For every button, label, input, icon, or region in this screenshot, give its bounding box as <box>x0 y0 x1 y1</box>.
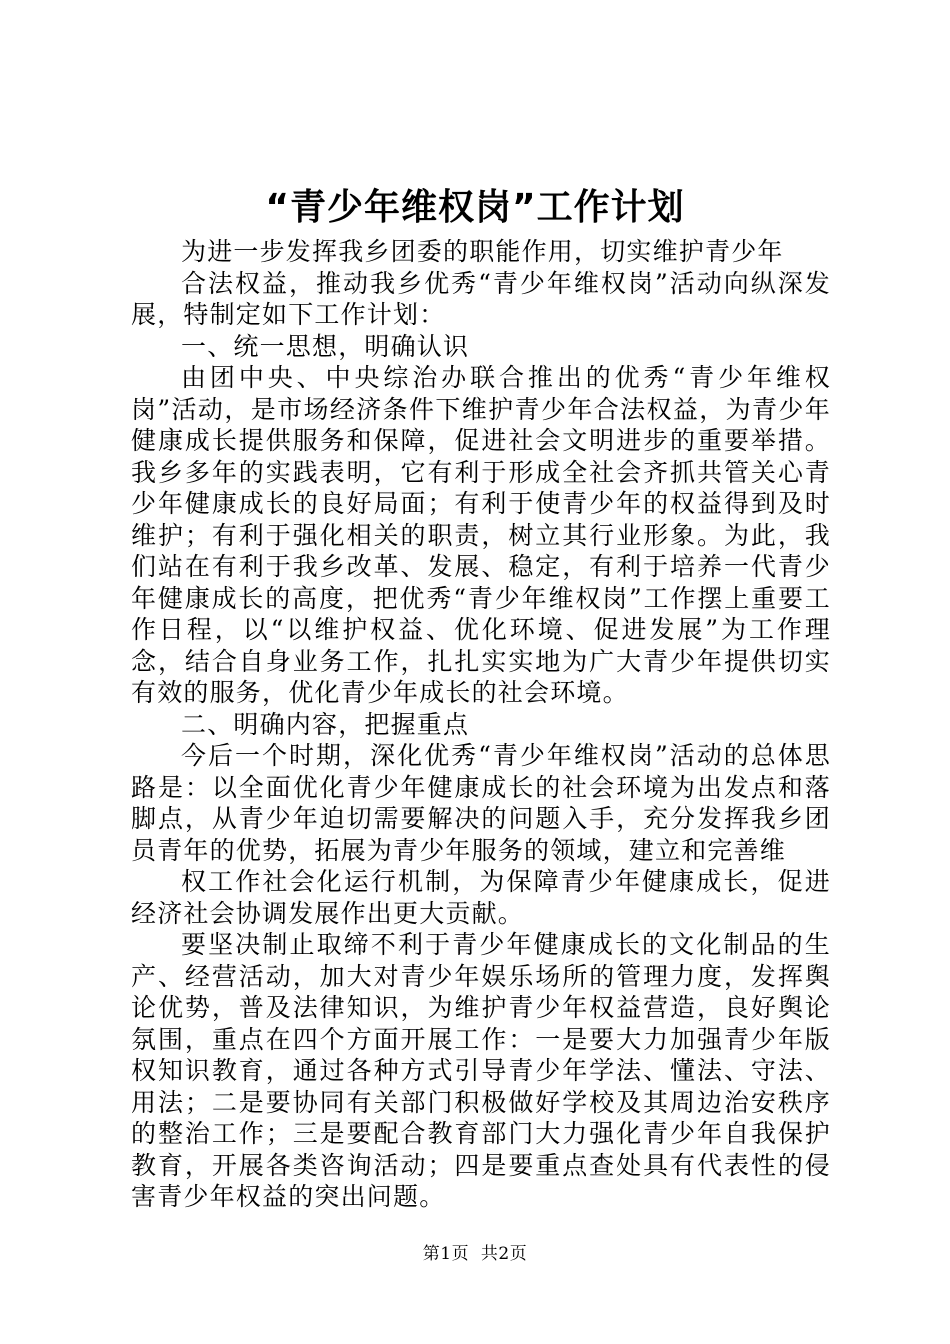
paragraph-intro-cont: 合法权益，推动我乡优秀“青少年维权岗”活动向纵深发展，特制定如下工作计划： <box>131 268 831 329</box>
section-heading-2: 二、明确内容，把握重点 <box>181 709 470 739</box>
document-body <box>131 236 831 1213</box>
paragraph-intro: 为进一步发挥我乡团委的职能作用，切实维护青少年 <box>181 237 784 266</box>
paragraph-section-1: 由团中央、中央综治办联合推出的优秀“青少年维权岗”活动，是市场经济条件下维护青少年合法权益，为青少年健康成长提供服务和保障，促进社会文明进步的重要举措。我乡多年的实践表明，它有利于形成全社会齐抓共管关心青少年健康成长的良好局面；有利于使青少年的权益得到及时维护；有利于强化相关的职责，树立其行业形象。为此，我们站在有利于我乡改革、发展、稳定，有利于培养一代青少年健康成长的高度，把优秀“青少年维权岗”工作摆上重要工作日程，以“以维护权益、优化环境、促进发展”为工作理念，结合自身业务工作，扎扎实实地为广大青少年提供切实有效的服务，优化青少年成长的社会环境。 <box>131 363 831 707</box>
page-footer <box>0 1243 950 1265</box>
paragraph-section-2-cont: 权工作社会化运行机制，为保障青少年健康成长，促进经济社会协调发展作出更大贡献。 <box>131 867 831 928</box>
paragraph-section-2: 今后一个时期，深化优秀“青少年维权岗”活动的总体思路是：以全面优化青少年健康成长的社会环境为出发点和落脚点，从青少年迫切需要解决的问题入手，充分发挥我乡团员青年的优势，拓展为青少年服务的领域，建立和完善维 <box>131 741 831 865</box>
paragraph-section-2-measures: 要坚决制止取缔不利于青少年健康成长的文化制品的生产、经营活动，加大对青少年娱乐场所的管理力度，发挥舆论优势，普及法律知识，为维护青少年权益营造，良好舆论氛围，重点在四个方面开展工作：一是要大力加强青少年版权知识教育，通过各种方式引导青少年学法、懂法、守法、用法；二是要协同有关部门积极做好学校及其周边治安秩序的整治工作；三是要配合教育部门大力强化青少年自我保护教育，开展各类咨询活动；四是要重点查处具有代表性的侵害青少年权益的突出问题。 <box>131 930 831 1211</box>
page-total: 共2页 <box>480 1244 528 1264</box>
page-number: 第1页 <box>422 1244 470 1264</box>
document-title: “青少年维权岗”工作计划 <box>265 187 685 228</box>
section-heading-1: 一、统一思想，明确认识 <box>181 331 470 361</box>
